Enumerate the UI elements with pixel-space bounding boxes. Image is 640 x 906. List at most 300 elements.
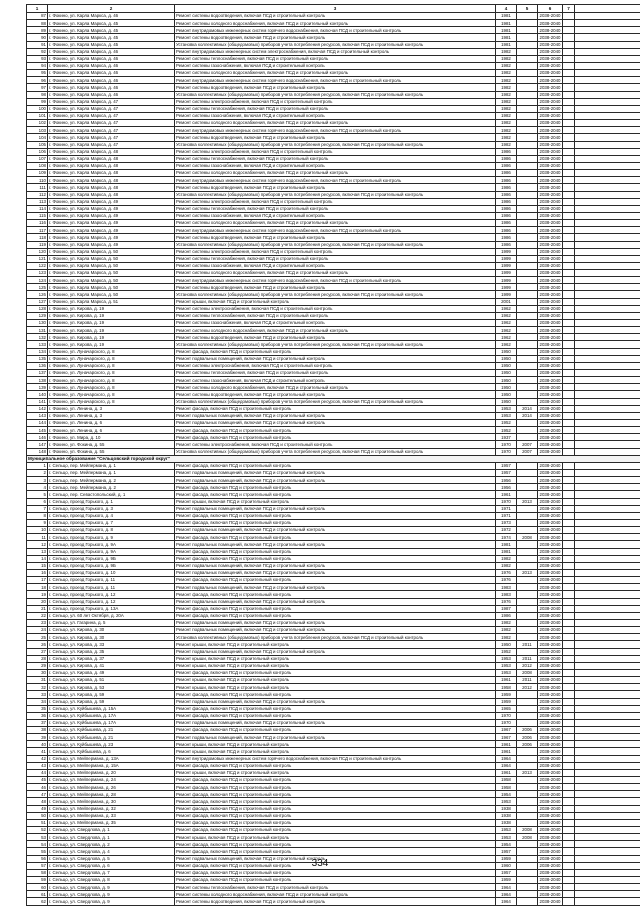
table-cell: 5 — [27, 491, 48, 498]
table-cell: 2 — [27, 470, 48, 477]
table-cell: 1986 — [496, 162, 517, 169]
table-cell-blank — [575, 362, 640, 369]
table-cell: Ремонт фасада, включая ПСД и строительный контроль — [175, 841, 496, 848]
table-cell-blank — [575, 591, 640, 598]
table-cell: г. Фокино, ул. Луначарского, д. 8 — [48, 355, 175, 362]
table-cell — [563, 591, 575, 598]
table-cell — [517, 155, 538, 162]
header-row — [27, 5, 640, 13]
table-cell: Ремонт подвальных помещений, включая ПСД и строительный контроль — [175, 420, 496, 427]
table-cell-blank — [575, 777, 640, 784]
table-cell: 1971 — [496, 505, 517, 512]
table-cell: Ремонт фасада, включая ПСД и строительный контроль — [175, 348, 496, 355]
table-cell: 25 — [27, 634, 48, 641]
table-cell — [563, 598, 575, 605]
table-cell — [563, 227, 575, 234]
table-cell-blank — [575, 384, 640, 391]
table-cell — [563, 562, 575, 569]
table-cell-blank — [575, 677, 640, 684]
table-cell-blank — [575, 305, 640, 312]
table-cell: 102 — [27, 120, 48, 127]
table-cell: 103 — [27, 127, 48, 134]
table-cell: 2038-2040 — [538, 320, 563, 327]
table-cell: Ремонт подвальных помещений, включая ПСД и строительный контроль — [175, 855, 496, 862]
table-cell — [563, 577, 575, 584]
table-cell: 6 — [27, 498, 48, 505]
table-cell: г. Фокино, ул. Карла Маркса, д. 48 — [48, 155, 175, 162]
table-cell: 1976 — [496, 577, 517, 584]
table-cell: г. Фокино, ул. Кирова, д. 19 — [48, 320, 175, 327]
table-cell: Установка коллективных (общедомовых) приборов учета потребления ресурсов, включая ПСД и строительный контроль — [175, 291, 496, 298]
table-cell — [517, 462, 538, 469]
table-row — [27, 819, 640, 826]
table-cell — [517, 819, 538, 826]
table-cell: г. Фокино, ул. Карла Маркса, д. 46 — [48, 84, 175, 91]
table-cell — [517, 848, 538, 855]
table-cell: Ремонт крыши, включая ПСД и строительный контроль — [175, 655, 496, 662]
table-cell: 2038-2040 — [538, 634, 563, 641]
table-cell: 47 — [27, 791, 48, 798]
table-cell — [517, 362, 538, 369]
table-cell: Ремонт крыши, включая ПСД и строительный контроль — [175, 684, 496, 691]
table-row — [27, 634, 640, 641]
table-row — [27, 470, 640, 477]
table-cell — [563, 241, 575, 248]
table-cell: 143 — [27, 412, 48, 419]
table-cell: 1982 — [496, 562, 517, 569]
table-cell: 2038-2040 — [538, 212, 563, 219]
header-cell-blank — [575, 5, 640, 13]
table-cell: 1953 — [496, 798, 517, 805]
table-row — [27, 341, 640, 348]
table-cell: 53 — [27, 834, 48, 841]
table-cell — [563, 184, 575, 191]
table-cell: 1981 — [496, 41, 517, 48]
table-row — [27, 212, 640, 219]
page-number: 334 — [0, 858, 640, 869]
table-cell: 1986 — [496, 177, 517, 184]
table-cell: г. Фокино, ул. Фокина, д. 55 — [48, 441, 175, 448]
table-cell — [517, 141, 538, 148]
table-cell: 58 — [27, 869, 48, 876]
table-cell: 1964 — [496, 755, 517, 762]
table-cell — [563, 120, 575, 127]
table-cell: 9 — [27, 519, 48, 526]
table-cell: 2013 — [517, 498, 538, 505]
table-cell-blank — [575, 48, 640, 55]
table-cell — [517, 841, 538, 848]
table-cell: 2038-2040 — [538, 91, 563, 98]
table-cell: 2038-2040 — [538, 519, 563, 526]
table-cell — [563, 684, 575, 691]
table-cell: г. Фокино, ул. Карла Маркса, д. 50 — [48, 291, 175, 298]
table-cell: 1959 — [496, 877, 517, 884]
table-cell: Ремонт внутридомовых инженерных систем электроснабжения, включая ПСД и строительный контроль — [175, 48, 496, 55]
table-cell — [563, 91, 575, 98]
table-cell: 134 — [27, 348, 48, 355]
table-cell-blank — [575, 220, 640, 227]
table-cell-blank — [575, 205, 640, 212]
table-cell — [563, 220, 575, 227]
table-row — [27, 291, 640, 298]
table-cell: Ремонт фасада, включая ПСД и строительный контроль — [175, 777, 496, 784]
table-cell: 128 — [27, 305, 48, 312]
table-cell-blank — [575, 112, 640, 119]
table-cell: 1957 — [496, 848, 517, 855]
table-cell: г. Сельцо, ул. Мейпермана, д. 35 — [48, 819, 175, 826]
table-row — [27, 427, 640, 434]
table-row — [27, 505, 640, 512]
table-cell: г. Сельцо, ул. Кирова, д. 49 — [48, 669, 175, 676]
table-row — [27, 805, 640, 812]
table-cell: Ремонт подвальных помещений, включая ПСД и строительный контроль — [175, 527, 496, 534]
table-cell: 138 — [27, 377, 48, 384]
table-cell: Ремонт крыши, включая ПСД и строительный контроль — [175, 834, 496, 841]
table-cell — [563, 398, 575, 405]
table-cell — [517, 77, 538, 84]
table-cell: Ремонт внутридомовых инженерных систем горячего водоснабжения, включая ПСД и строительный контроль — [175, 127, 496, 134]
table-cell: г. Фокино, ул. Карла Маркса, д. 50 — [48, 255, 175, 262]
table-cell: 1982 — [496, 627, 517, 634]
table-cell — [517, 470, 538, 477]
table-cell — [517, 184, 538, 191]
table-cell: 2038-2040 — [538, 719, 563, 726]
table-cell — [563, 484, 575, 491]
table-row — [27, 891, 640, 898]
table-cell: г. Сельцо, ул. Мейпермана, д. 28 — [48, 791, 175, 798]
table-cell: 2038-2040 — [538, 784, 563, 791]
table-cell — [517, 84, 538, 91]
table-cell: 1956 — [496, 484, 517, 491]
table-cell — [563, 427, 575, 434]
table-row — [27, 377, 640, 384]
table-cell — [517, 884, 538, 891]
table-cell: 132 — [27, 334, 48, 341]
table-cell: 2038-2040 — [538, 684, 563, 691]
table-cell-blank — [575, 869, 640, 876]
table-cell: Ремонт подвальных помещений, включая ПСД и строительный контроль — [175, 477, 496, 484]
table-cell: Ремонт системы теплоснабжения, включая ПСД и строительный контроль — [175, 205, 496, 212]
table-cell: 1954 — [496, 791, 517, 798]
table-cell: 2038-2040 — [538, 41, 563, 48]
table-cell: 14 — [27, 555, 48, 562]
table-cell: Ремонт фасада, включая ПСД и строительный контроль — [175, 705, 496, 712]
table-cell-blank — [575, 291, 640, 298]
table-cell-blank — [575, 598, 640, 605]
table-cell: г. Фокино, ул. Луначарского, д. 8 — [48, 370, 175, 377]
table-cell: 117 — [27, 227, 48, 234]
table-cell: 1986 — [496, 241, 517, 248]
table-cell: 2038-2040 — [538, 855, 563, 862]
table-cell: Ремонт системы электроснабжения, включая ПСД и строительный контроль — [175, 305, 496, 312]
table-cell — [563, 312, 575, 319]
table-cell: 2038-2040 — [538, 377, 563, 384]
table-row — [27, 184, 640, 191]
table-cell: г. Фокино, ул. Карла Маркса, д. 48 — [48, 170, 175, 177]
table-cell: г. Фокино, ул. Карла Маркса, д. 50 — [48, 277, 175, 284]
table-cell: Установка коллективных (общедомовых) приборов учета потребления ресурсов, включая ПСД и строительный контроль — [175, 91, 496, 98]
table-cell: 38 — [27, 727, 48, 734]
table-cell: 148 — [27, 448, 48, 455]
table-cell: г. Сельцо, проезд Горького, д. 11 — [48, 584, 175, 591]
table-row — [27, 669, 640, 676]
table-cell: 2038-2040 — [538, 734, 563, 741]
table-cell-blank — [575, 705, 640, 712]
table-cell — [517, 434, 538, 441]
table-cell-blank — [575, 662, 640, 669]
table-cell — [563, 834, 575, 841]
table-cell: Ремонт крыши, включая ПСД и строительный контроль — [175, 769, 496, 776]
table-cell: г. Сельцо, проезд Горького, д. 11 — [48, 577, 175, 584]
table-row — [27, 641, 640, 648]
table-cell: г. Сельцо, ул. Мейпермана, д. 13А — [48, 755, 175, 762]
table-cell: 99 — [27, 98, 48, 105]
table-cell: 2038-2040 — [538, 262, 563, 269]
table-cell: Ремонт системы электроснабжения, включая ПСД и строительный контроль — [175, 98, 496, 105]
table-cell: г. Фокино, ул. Карла Маркса, д. 45 — [48, 20, 175, 27]
table-cell: г. Сельцо, проезд Горького, д. 9А — [48, 548, 175, 555]
table-cell: Ремонт внутридомовых инженерных систем горячего водоснабжения, включая ПСД и строительный контроль — [175, 77, 496, 84]
table-cell: г. Сельцо, ул. Кирова, д. 30 — [48, 634, 175, 641]
table-cell: 1950 — [496, 384, 517, 391]
table-cell: 1986 — [496, 184, 517, 191]
table-row — [27, 120, 640, 127]
table-row — [27, 734, 640, 741]
table-cell: г. Фокино, ул. Карла Маркса, д. 49 — [48, 234, 175, 241]
table-cell: 2038-2040 — [538, 605, 563, 612]
table-cell: 2038-2040 — [538, 777, 563, 784]
table-cell: 1952 — [496, 427, 517, 434]
table-cell — [563, 370, 575, 377]
table-cell — [563, 470, 575, 477]
table-row — [27, 284, 640, 291]
table-cell — [563, 77, 575, 84]
table-cell — [563, 505, 575, 512]
table-row — [27, 205, 640, 212]
table-cell: г. Фокино, ул. Карла Маркса, д. 51 — [48, 298, 175, 305]
table-cell — [517, 791, 538, 798]
table-cell: Ремонт подвальных помещений, включая ПСД и строительный контроль — [175, 470, 496, 477]
table-cell: 1957 — [496, 869, 517, 876]
table-cell — [517, 477, 538, 484]
table-cell — [563, 27, 575, 34]
table-cell: г. Фокино, ул. Карла Маркса, д. 48 — [48, 177, 175, 184]
table-cell: г. Сельцо, ул. Мейпермана, д. 26 — [48, 784, 175, 791]
table-cell: 1981 — [496, 27, 517, 34]
table-cell — [517, 291, 538, 298]
table-cell: 1970 — [496, 719, 517, 726]
table-cell — [563, 891, 575, 898]
table-cell: 2038-2040 — [538, 512, 563, 519]
table-cell: 2038-2040 — [538, 548, 563, 555]
table-cell: 15 — [27, 562, 48, 569]
table-cell — [563, 341, 575, 348]
table-cell: 2038-2040 — [538, 13, 563, 20]
table-cell: 2038-2040 — [538, 177, 563, 184]
table-cell: г. Сельцо, проезд Горького, д. 1 — [48, 498, 175, 505]
table-cell: 118 — [27, 234, 48, 241]
table-cell: 1982 — [496, 84, 517, 91]
table-cell — [563, 155, 575, 162]
table-cell-blank — [575, 641, 640, 648]
table-cell: 2001 — [496, 298, 517, 305]
table-cell: 2038-2040 — [538, 869, 563, 876]
table-cell — [517, 691, 538, 698]
table-row — [27, 577, 640, 584]
table-cell: 2038-2040 — [538, 577, 563, 584]
table-cell — [563, 727, 575, 734]
table-cell: 2038-2040 — [538, 891, 563, 898]
table-cell: 1987 — [496, 605, 517, 612]
table-cell-blank — [575, 391, 640, 398]
table-cell-blank — [575, 427, 640, 434]
table-cell — [517, 584, 538, 591]
table-cell: Ремонт фасада, включая ПСД и строительный контроль — [175, 577, 496, 584]
table-cell — [563, 105, 575, 112]
table-cell: 127 — [27, 298, 48, 305]
table-cell — [517, 877, 538, 884]
table-cell: Ремонт системы холодного водоснабжения, включая ПСД и строительный контроль — [175, 70, 496, 77]
table-cell — [563, 305, 575, 312]
table-cell: 1982 — [496, 98, 517, 105]
table-row — [27, 391, 640, 398]
table-cell: 28 — [27, 655, 48, 662]
table-cell: 2038-2040 — [538, 591, 563, 598]
table-cell: г. Фокино, ул. Карла Маркса, д. 47 — [48, 105, 175, 112]
table-cell-blank — [575, 241, 640, 248]
table-cell-blank — [575, 270, 640, 277]
table-cell: 1962 — [496, 312, 517, 319]
table-row — [27, 741, 640, 748]
table-row — [27, 627, 640, 634]
table-cell: 2038-2040 — [538, 120, 563, 127]
table-cell: 1962 — [496, 327, 517, 334]
table-cell-blank — [575, 27, 640, 34]
table-cell: Ремонт подвальных помещений, включая ПСД и строительный контроль — [175, 569, 496, 576]
table-cell: 2007 — [517, 448, 538, 455]
table-cell: 1962 — [496, 334, 517, 341]
table-cell — [517, 134, 538, 141]
table-cell: Ремонт системы газоснабжения, включая ПСД и строительный контроль — [175, 262, 496, 269]
table-cell-blank — [575, 141, 640, 148]
table-cell: 1982 — [496, 120, 517, 127]
table-cell: г. Сельцо, ул. Кирова, д. 53 — [48, 684, 175, 691]
table-cell — [563, 534, 575, 541]
table-row — [27, 598, 640, 605]
table-cell: Ремонт системы водоотведения, включая ПСД и строительный контроль — [175, 184, 496, 191]
table-cell: 1999 — [496, 291, 517, 298]
table-cell — [517, 27, 538, 34]
table-cell: Ремонт системы электроснабжения, включая ПСД и строительный контроль — [175, 248, 496, 255]
table-cell-blank — [575, 198, 640, 205]
table-cell — [517, 898, 538, 905]
table-cell-blank — [575, 448, 640, 455]
table-cell-blank — [575, 684, 640, 691]
table-cell: 88 — [27, 20, 48, 27]
table-cell: 52 — [27, 827, 48, 834]
table-cell — [517, 91, 538, 98]
table-cell: г. Фокино, ул. Карла Маркса, д. 46 — [48, 62, 175, 69]
table-row — [27, 448, 640, 455]
table-row — [27, 255, 640, 262]
table-cell: 1950 — [496, 398, 517, 405]
table-row — [27, 362, 640, 369]
table-cell: 1961 — [496, 769, 517, 776]
table-cell: 93 — [27, 55, 48, 62]
table-cell: 2038-2040 — [538, 298, 563, 305]
table-row — [27, 112, 640, 119]
table-cell: г. Фокино, ул. Ленина, д. 3 — [48, 412, 175, 419]
table-cell-blank — [575, 127, 640, 134]
table-row — [27, 27, 640, 34]
table-cell-blank — [575, 470, 640, 477]
table-cell: 114 — [27, 205, 48, 212]
table-cell: 2006 — [517, 727, 538, 734]
table-row — [27, 562, 640, 569]
table-cell: г. Сельцо, ул. Свердлова, д. 1 — [48, 834, 175, 841]
table-row — [27, 305, 640, 312]
table-cell: 19 — [27, 591, 48, 598]
table-cell: 120 — [27, 248, 48, 255]
table-row — [27, 584, 640, 591]
table-cell-blank — [575, 227, 640, 234]
table-cell — [563, 698, 575, 705]
table-cell: 2038-2040 — [538, 70, 563, 77]
table-cell: 112 — [27, 191, 48, 198]
table-cell: 2038-2040 — [538, 184, 563, 191]
table-cell: 1986 — [496, 198, 517, 205]
table-cell: г. Сельцо, ул. Свердлова, д. 8 — [48, 877, 175, 884]
table-cell-blank — [575, 70, 640, 77]
table-cell: 115 — [27, 212, 48, 219]
table-row — [27, 784, 640, 791]
table-cell: 2038-2040 — [538, 255, 563, 262]
table-cell — [563, 148, 575, 155]
table-cell-blank — [575, 334, 640, 341]
table-cell: 27 — [27, 648, 48, 655]
table-cell-blank — [575, 512, 640, 519]
table-cell — [517, 748, 538, 755]
table-cell: Ремонт фасада, включая ПСД и строительный контроль — [175, 491, 496, 498]
table-cell-blank — [575, 13, 640, 20]
table-cell: г. Сельцо, ул. Мейпермана, д. 32 — [48, 805, 175, 812]
table-cell: 24 — [27, 627, 48, 634]
table-cell: 2038-2040 — [538, 555, 563, 562]
table-row — [27, 41, 640, 48]
table-cell: Ремонт фасада, включая ПСД и строительный контроль — [175, 612, 496, 619]
table-cell — [563, 13, 575, 20]
table-row — [27, 555, 640, 562]
table-cell — [517, 148, 538, 155]
table-cell — [517, 512, 538, 519]
table-cell: г. Сельцо, пер. Мейпермана, д. 2 — [48, 484, 175, 491]
table-cell: 1999 — [496, 277, 517, 284]
table-cell — [563, 248, 575, 255]
table-cell: 2038-2040 — [538, 55, 563, 62]
table-cell: 2014 — [517, 412, 538, 419]
table-cell: г. Фокино, ул. Кирова, д. 19 — [48, 327, 175, 334]
table-cell-blank — [575, 491, 640, 498]
table-cell: г. Фокино, ул. Карла Маркса, д. 47 — [48, 127, 175, 134]
table-cell — [517, 198, 538, 205]
table-cell: 2038-2040 — [538, 141, 563, 148]
table-cell — [563, 619, 575, 626]
table-cell — [563, 362, 575, 369]
table-cell: 1986 — [496, 148, 517, 155]
table-cell — [517, 305, 538, 312]
table-cell: 1937 — [496, 434, 517, 441]
table-cell — [563, 748, 575, 755]
